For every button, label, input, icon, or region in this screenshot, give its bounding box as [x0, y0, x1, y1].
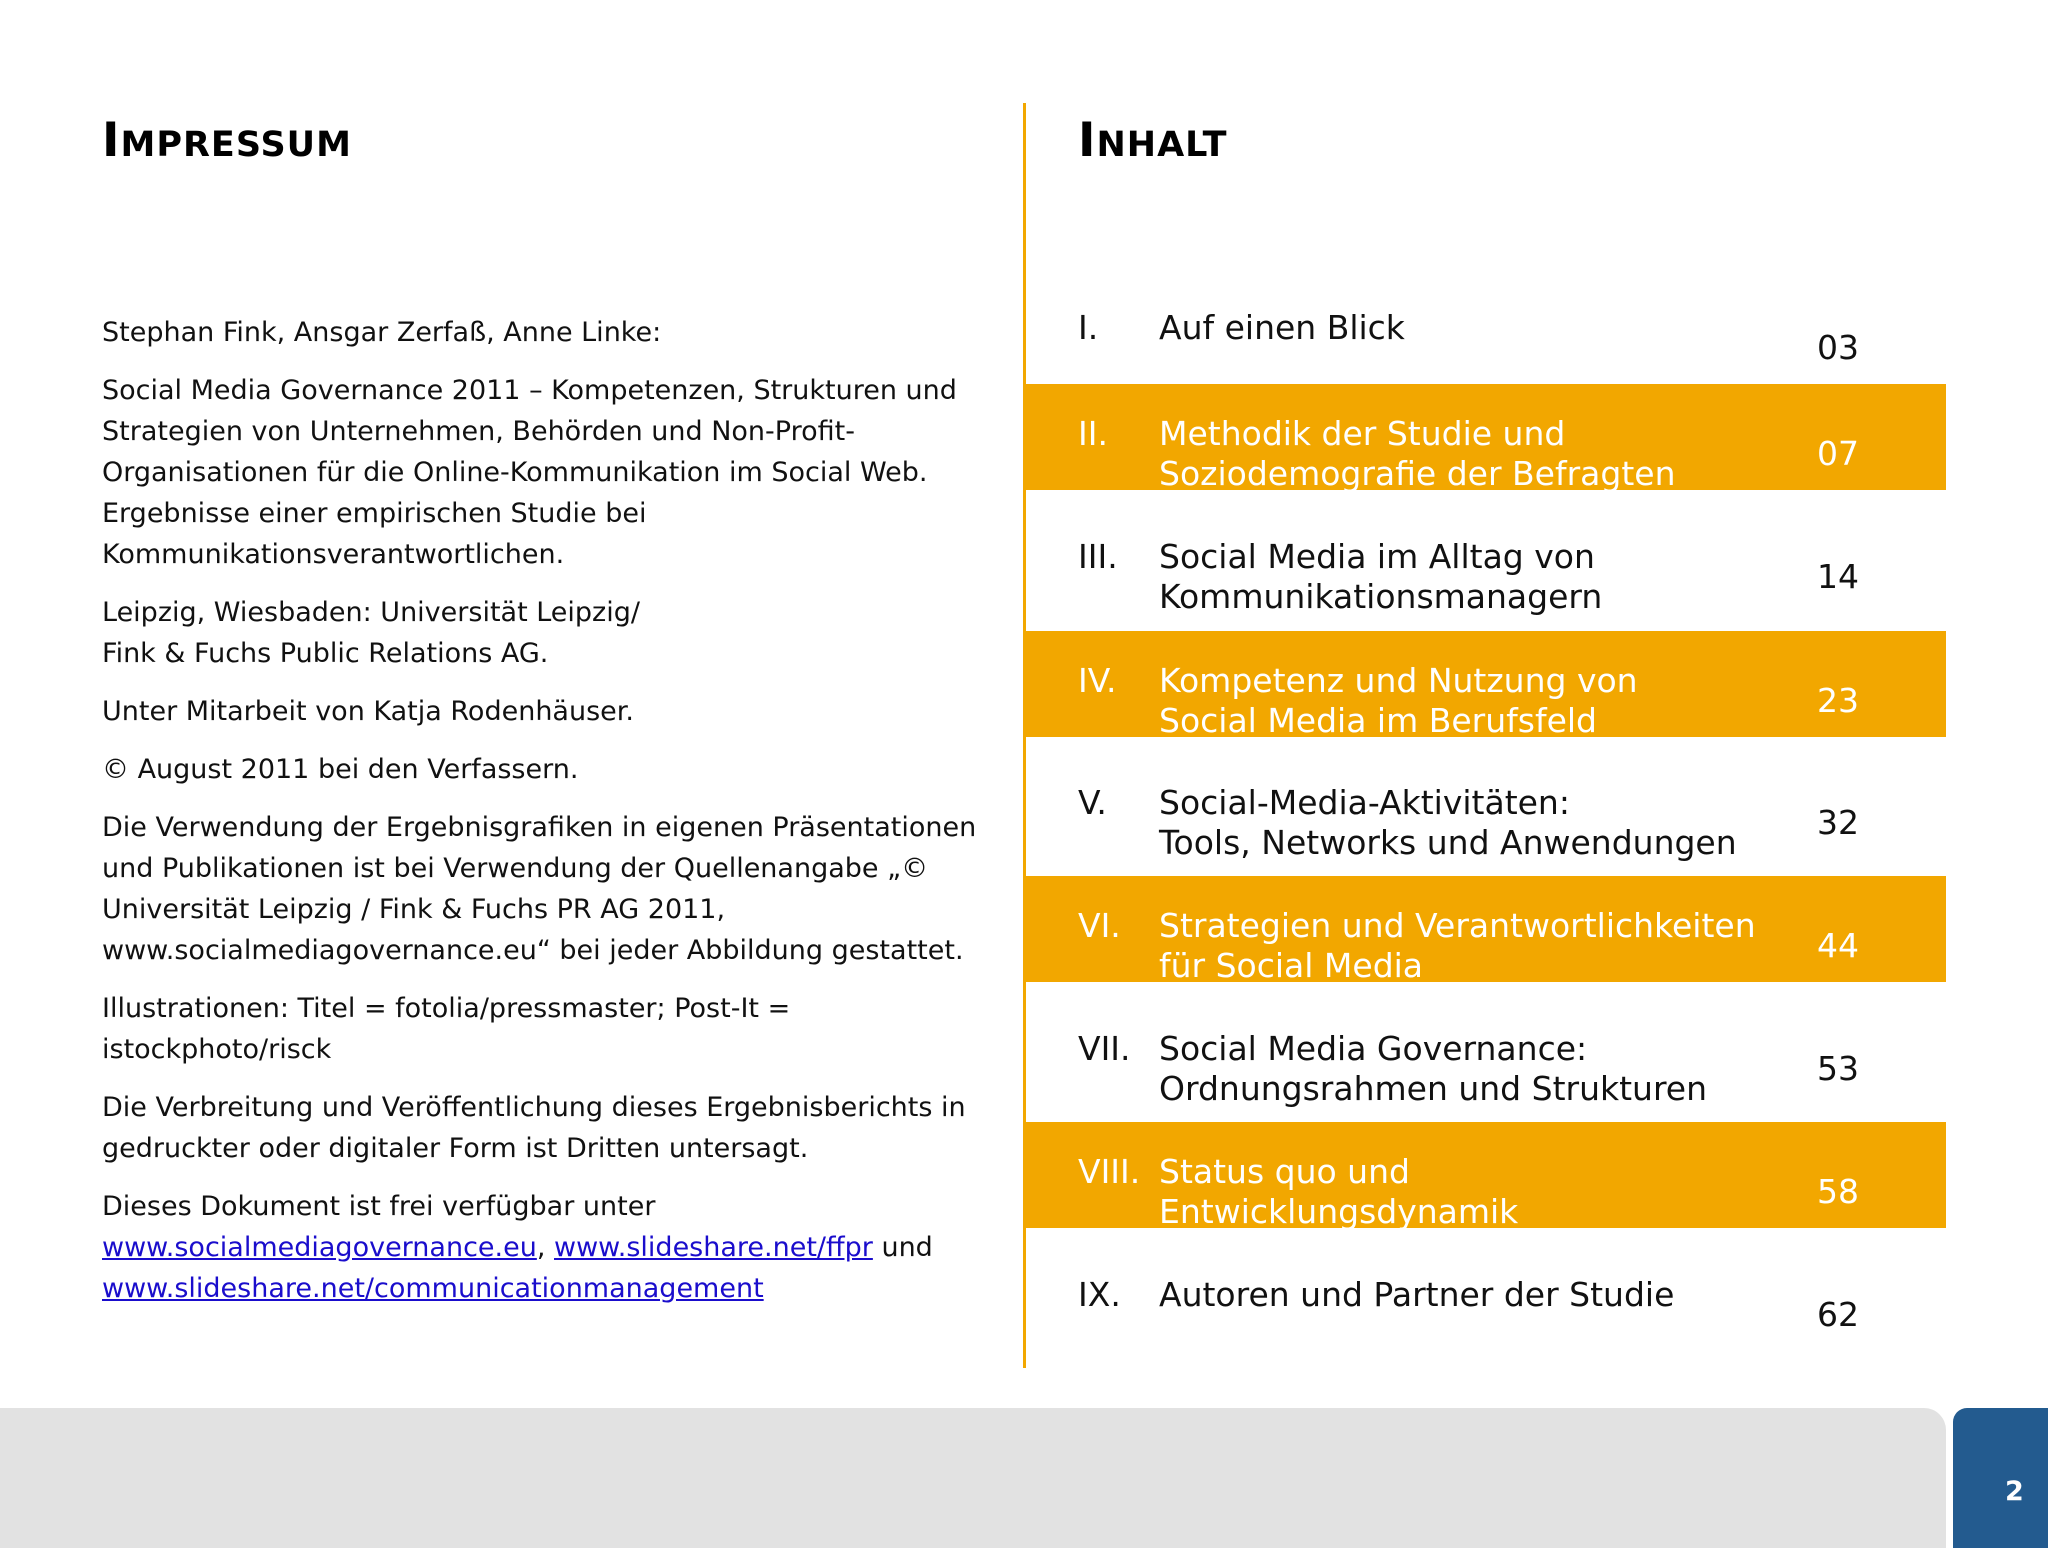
toc-item-title-line1: Social Media im Alltag von [1159, 537, 1595, 576]
toc-item-3[interactable] [1023, 507, 1946, 616]
toc-item-number: IV. [1078, 661, 1117, 700]
toc-item-title [1159, 1029, 1759, 1109]
toc-item-page: 58 [1817, 1172, 1859, 1211]
toc-item-page: 03 [1817, 328, 1859, 367]
toc-item-page: 62 [1817, 1295, 1859, 1334]
toc-item-title [1159, 783, 1759, 863]
toc-item-number: VII. [1078, 1029, 1131, 1068]
toc-item-number: II. [1078, 414, 1108, 453]
toc-item-page: 32 [1817, 803, 1859, 842]
toc-item-title-line1: Auf einen Blick [1159, 308, 1405, 347]
imprint-publication-title: Social Media Governance 2011 – Kompetenzen, Strukturen und Strategien von Unternehmen, Behörden und Non-Profit-Organisationen für die Online-Kommunikation im Social Web. Ergebnisse einer empirischen Studie bei Kommunikationsverantwortlichen. [102, 375, 957, 570]
toc-item-1[interactable] [1023, 278, 1946, 384]
toc-item-number: I. [1078, 308, 1099, 347]
toc-item-6[interactable] [1023, 876, 1946, 985]
page-number: 2 [2005, 1476, 2024, 1507]
toc-item-number: III. [1078, 537, 1118, 576]
toc-item-title [1159, 308, 1759, 348]
toc-item-9[interactable] [1023, 1245, 1946, 1351]
imprint-usage-notice: Die Verwendung der Ergebnisgrafiken in eigenen Präsentationen und Publikationen ist bei Verwendung der Quellenangabe „© Universität Leipzig / Fink & Fuchs PR AG 2011, www.socialmediagovernance.eu“ bei jeder Abbildung gestattet. [102, 812, 977, 966]
toc-item-4[interactable] [1023, 631, 1946, 740]
impressum-heading [102, 113, 352, 168]
toc-item-title-line1: Social-Media-Aktivitäten: [1159, 783, 1570, 822]
toc-item-title-line2: Tools, Networks und Anwendungen [1159, 823, 1737, 862]
toc-item-title-line2: Social Media im Berufsfeld [1159, 701, 1598, 740]
imprint-authors: Stephan Fink, Ansgar Zerfaß, Anne Linke: [102, 317, 662, 348]
toc-item-number: IX. [1078, 1275, 1121, 1314]
footer-bar [0, 1408, 1946, 1548]
link-separator: , [536, 1232, 555, 1263]
imprint-publisher-line1: Leipzig, Wiesbaden: Universität Leipzig/ [102, 597, 640, 628]
page-number-badge [1953, 1408, 2048, 1548]
toc-item-title-line1: Methodik der Studie und [1159, 414, 1566, 453]
imprint-text-block [102, 312, 982, 1326]
toc-item-7[interactable] [1023, 999, 1946, 1108]
toc-item-page: 14 [1817, 557, 1859, 596]
toc-item-page: 44 [1817, 926, 1859, 965]
impressum-heading-rest: MPRESSUM [120, 125, 352, 165]
toc-item-title-line2: von Social Media in der PR [1159, 1232, 1597, 1271]
toc-item-title [1159, 414, 1759, 494]
link-conjunction: und [872, 1232, 933, 1263]
imprint-distribution-notice: Die Verbreitung und Veröffentlichung dieses Ergebnisberichts in gedruckter oder digitaler Form ist Dritten untersagt. [102, 1092, 966, 1164]
link-slideshare-communicationmanagement[interactable]: www.slideshare.net/communicationmanagement [102, 1273, 764, 1304]
imprint-publisher [102, 592, 982, 674]
toc-item-title [1159, 537, 1759, 617]
toc-item-title-line1: Status quo und Entwicklungsdynamik [1159, 1152, 1519, 1231]
toc-item-page: 23 [1817, 681, 1859, 720]
toc-item-page: 53 [1817, 1049, 1859, 1088]
imprint-availability [102, 1186, 982, 1309]
toc-item-page: 07 [1817, 434, 1859, 473]
toc-item-8[interactable] [1023, 1122, 1946, 1271]
link-socialmediagovernance[interactable]: www.socialmediagovernance.eu [102, 1232, 537, 1263]
impressum-heading-initial: I [102, 113, 121, 168]
inhalt-heading-initial: I [1078, 113, 1097, 168]
toc-item-number: VIII. [1078, 1152, 1141, 1191]
toc-item-5[interactable] [1023, 753, 1946, 862]
toc-item-title-line1: Strategien und Verantwortlichkeiten [1159, 906, 1756, 945]
toc-item-number: V. [1078, 783, 1107, 822]
toc-item-title [1159, 661, 1759, 741]
toc-item-title-line1: Kompetenz und Nutzung von [1159, 661, 1638, 700]
imprint-copyright: © August 2011 bei den Verfassern. [102, 754, 579, 785]
toc-item-2[interactable] [1023, 384, 1946, 493]
toc-item-title-line2: Ordnungsrahmen und Strukturen [1159, 1069, 1708, 1108]
toc-item-title-line1: Social Media Governance: [1159, 1029, 1588, 1068]
inhalt-heading [1078, 113, 1228, 168]
imprint-illustrations: Illustrationen: Titel = fotolia/pressmaster; Post-It = istockphoto/risck [102, 993, 791, 1065]
toc-item-title-line2: für Social Media [1159, 946, 1424, 985]
toc-item-number: VI. [1078, 906, 1121, 945]
toc-item-title-line1: Autoren und Partner der Studie [1159, 1275, 1675, 1314]
toc-item-title [1159, 1275, 1759, 1315]
imprint-availability-intro: Dieses Dokument ist frei verfügbar unter [102, 1191, 656, 1222]
imprint-collaboration: Unter Mitarbeit von Katja Rodenhäuser. [102, 696, 634, 727]
link-slideshare-ffpr[interactable]: www.slideshare.net/ffpr [554, 1232, 873, 1263]
toc-item-title-line2: Kommunikationsmanagern [1159, 577, 1603, 616]
imprint-publisher-line2: Fink & Fuchs Public Relations AG. [102, 638, 549, 669]
toc-item-title [1159, 906, 1759, 986]
inhalt-heading-rest: NHALT [1096, 125, 1228, 165]
toc-item-title-line2: Soziodemografie der Befragten [1159, 454, 1676, 493]
